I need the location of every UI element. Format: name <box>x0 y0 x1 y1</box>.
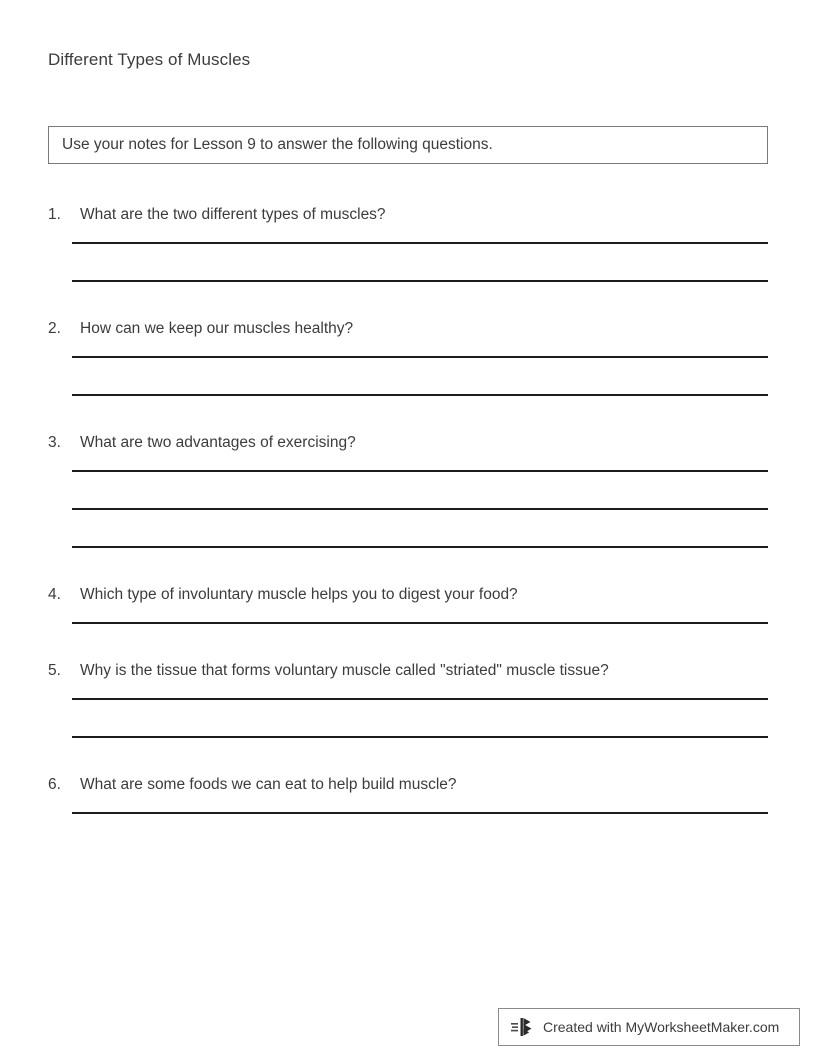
answer-lines <box>72 684 768 738</box>
answer-line[interactable] <box>72 394 768 396</box>
answer-lines <box>72 228 768 282</box>
answer-line[interactable] <box>72 698 768 700</box>
question-text: What are the two different types of muscles? <box>80 206 386 223</box>
answer-lines <box>72 342 768 396</box>
footer-credit-badge[interactable] <box>498 1008 800 1046</box>
question-item <box>48 772 768 814</box>
answer-line[interactable] <box>72 356 768 358</box>
answer-lines <box>72 798 768 814</box>
question-spacer <box>48 624 768 658</box>
question-number: 5. <box>48 662 61 679</box>
answer-line[interactable] <box>72 280 768 282</box>
question-text: What are some foods we can eat to help build muscle? <box>80 776 457 793</box>
answer-line[interactable] <box>72 812 768 814</box>
question-spacer <box>48 548 768 582</box>
myworksheetmaker-logo-icon <box>511 1016 537 1038</box>
question-number: 3. <box>48 434 61 451</box>
question-header <box>48 202 768 228</box>
question-item <box>48 582 768 624</box>
question-number: 4. <box>48 586 61 603</box>
question-number: 2. <box>48 320 61 337</box>
question-header <box>48 430 768 456</box>
answer-lines <box>72 608 768 624</box>
question-header <box>48 658 768 684</box>
question-header <box>48 582 768 608</box>
question-item <box>48 316 768 396</box>
questions-list <box>48 202 768 814</box>
footer-credit-text: Created with MyWorksheetMaker.com <box>543 1019 780 1035</box>
question-text: How can we keep our muscles healthy? <box>80 320 354 337</box>
question-number: 6. <box>48 776 61 793</box>
question-spacer <box>48 396 768 430</box>
answer-line[interactable] <box>72 470 768 472</box>
question-number: 1. <box>48 206 61 223</box>
answer-line[interactable] <box>72 622 768 624</box>
answer-line[interactable] <box>72 508 768 510</box>
question-text: What are two advantages of exercising? <box>80 434 356 451</box>
question-text: Why is the tissue that forms voluntary muscle called "striated" muscle tissue? <box>80 662 609 679</box>
instruction-text: Use your notes for Lesson 9 to answer the following questions. <box>62 136 493 153</box>
answer-line[interactable] <box>72 736 768 738</box>
answer-lines <box>72 456 768 548</box>
answer-line[interactable] <box>72 546 768 548</box>
answer-line[interactable] <box>72 242 768 244</box>
question-header <box>48 772 768 798</box>
question-spacer <box>48 738 768 772</box>
question-spacer <box>48 282 768 316</box>
instruction-box <box>48 126 768 164</box>
page-title: Different Types of Muscles <box>48 50 251 69</box>
question-item <box>48 202 768 282</box>
question-header <box>48 316 768 342</box>
question-item <box>48 658 768 738</box>
question-text: Which type of involuntary muscle helps you to digest your food? <box>80 586 518 603</box>
question-item <box>48 430 768 548</box>
